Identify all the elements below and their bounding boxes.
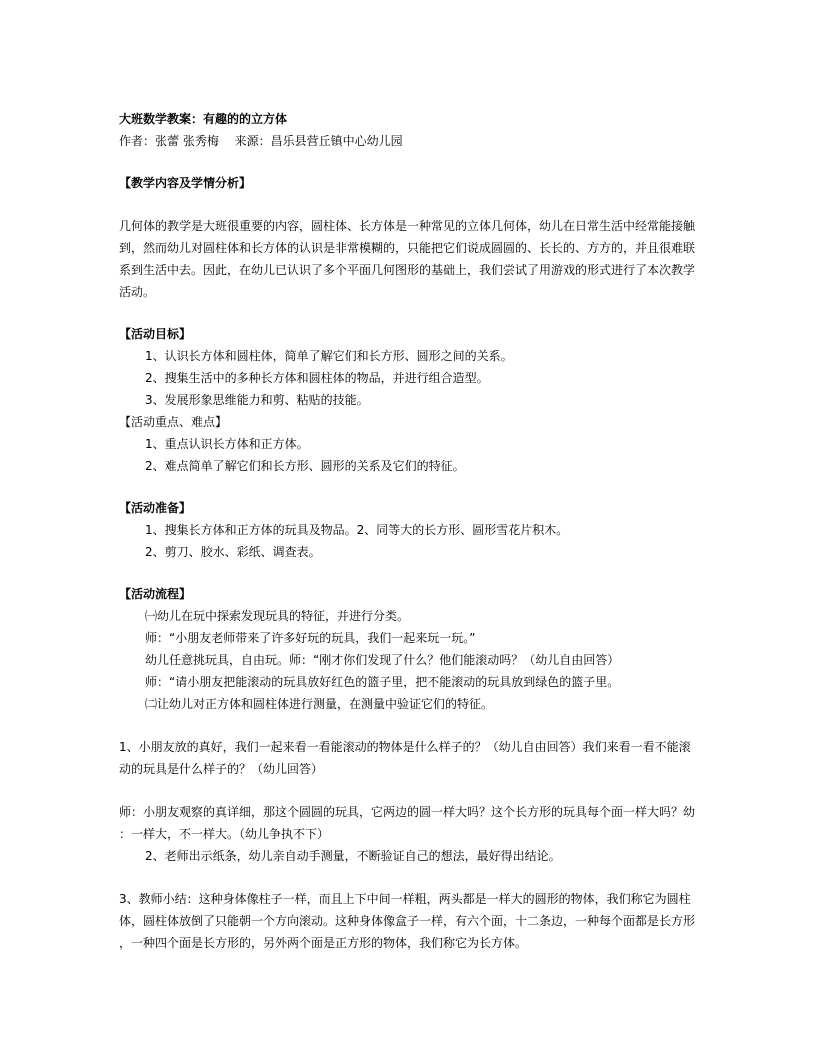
paragraph-line: 1、小朋友放的真好，我们一起来看一看能滚动的物体是什么样子的？（幼儿自由回答）我们来看一看不能滚 <box>119 740 691 754</box>
analysis-line: 系到生活中去。因此，在幼儿已认识了多个平面几何图形的基础上，我们尝试了用游戏的形式进行了本次教学 <box>119 263 696 277</box>
process-heading: 【活动流程】 <box>119 587 192 601</box>
goal-item: 1、认识长方体和圆柱体，简单了解它们和长方形、圆形之间的关系。 <box>145 349 513 363</box>
byline: 作者：张蕾 张秀梅 来源：昌乐县营丘镇中心幼儿园 <box>119 134 403 148</box>
analysis-line: 活动。 <box>119 285 156 299</box>
document-title: 大班数学教案：有趣的的立方体 <box>119 112 288 126</box>
prep-item: 2、剪刀、胶水、彩纸、调查表。 <box>145 545 321 559</box>
paragraph-line: 体，圆柱体放倒了只能朝一个方向滚动。这种身体像盒子一样，有六个面，十二条边，一种每个面都是长方形 <box>119 914 696 928</box>
analysis-line: 几何体的教学是大班很重要的内容，圆柱体、长方体是一种常见的立体几何体，幼儿在日常生活中经常能接触 <box>119 219 696 233</box>
keypoint-item: 2、难点简单了解它们和长方形、圆形的关系及它们的特征。 <box>145 459 465 473</box>
paragraph-line: ：一样大，不一样大。（幼儿争执不下） <box>119 827 330 841</box>
goal-item: 3、发展形象思维能力和剪、粘贴的技能。 <box>145 393 369 407</box>
prep-item: 1、搜集长方体和正方体的玩具及物品。2、同等大的长方形、圆形雪花片积木。 <box>145 523 569 537</box>
paragraph-line: 动的玩具是什么样子的？（幼儿回答） <box>119 762 324 776</box>
process-item: ㈠幼儿在玩中探索发现玩具的特征，并进行分类。 <box>145 609 410 623</box>
paragraph-line: 3、教师小结：这种身体像柱子一样，而且上下中间一样粗，两头都是一样大的圆形的物体，我们称它为圆柱 <box>119 892 691 906</box>
process-item: ㈡让幼儿对正方体和圆柱体进行测量，在测量中验证它们的特征。 <box>145 697 494 711</box>
goals-heading: 【活动目标】 <box>119 327 192 341</box>
keypoint-item: 1、重点认识长方体和正方体。 <box>145 437 309 451</box>
prep-heading: 【活动准备】 <box>119 501 192 515</box>
analysis-line: 到，然而幼儿对圆柱体和长方体的认识是非常模糊的，只能把它们说成圆圆的、长长的、方方的，并且很难联 <box>119 241 696 255</box>
keypoints-heading: 【活动重点、难点】 <box>119 415 228 429</box>
paragraph-line: 师：小朋友观察的真详细，那这个圆圆的玩具，它两边的圆一样大吗？这个长方形的玩具每个面一样大吗？幼 <box>119 805 696 819</box>
analysis-heading: 【教学内容及学情分析】 <box>119 176 252 190</box>
process-item: 师：“小朋友老师带来了许多好玩的玩具，我们一起来玩一玩。” <box>145 631 476 645</box>
goal-item: 2、搜集生活中的多种长方体和圆柱体的物品，并进行组合造型。 <box>145 371 489 385</box>
paragraph-item: 2、老师出示纸条，幼儿亲自动手测量，不断验证自己的想法，最好得出结论。 <box>145 849 561 863</box>
paragraph-line: ，一种四个面是长方形的，另外两个面是正方形的物体，我们称它为长方体。 <box>119 936 528 950</box>
process-item: 幼儿任意挑玩具，自由玩。师：“刚才你们发现了什么？他们能滚动吗？（幼儿自由回答） <box>145 653 620 667</box>
process-item: 师：“请小朋友把能滚动的玩具放好红色的篮子里，把不能滚动的玩具放到绿色的篮子里。 <box>145 675 620 689</box>
